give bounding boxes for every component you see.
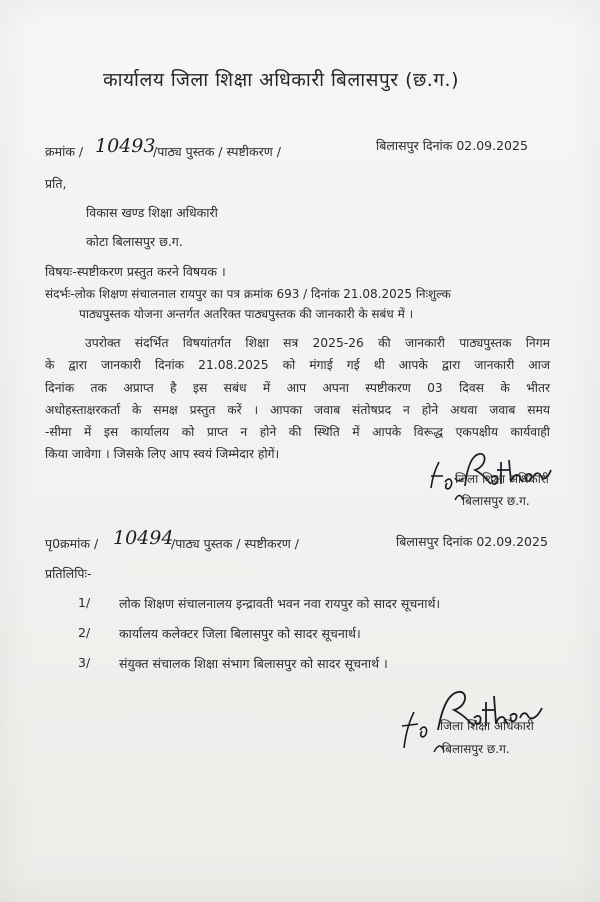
endorsement-ref-prefix: पृ0क्रमांक / [45,536,99,551]
copy-item-text: लोक शिक्षण संचालनालय इन्द्रावती भवन नवा रायपुर को सादर सूचनार्थ। [119,596,441,611]
reference-line-2: पाठ्यपुस्तक योजना अन्तर्गत अतरिक्त पाठ्यपुस्तक की जानकारी के सबंध में । [79,307,414,321]
letter-ref-prefix: क्रमांक / [45,144,84,159]
recipient-location: कोटा बिलासपुर छ.ग. [86,234,183,249]
signer-location-1: बिलासपुर छ.ग. [462,494,530,508]
body-line: किया जावेगा । जिसके लिए आप स्वयं जिम्मेदार होगें। [45,447,280,462]
copy-item-text: संयुक्त संचालक शिक्षा संभाग बिलासपुर को सादर सूचनार्थ । [119,656,388,671]
letter-ref-number: 10493 [95,135,156,157]
signer-designation-2: जिला शिक्षा अधिकारी [440,719,534,733]
body-line: -सीमा में इस कार्यालय को प्राप्त न होने की स्थिति में आपके विरूद्ध एकपक्षीय कार्यवाही [45,425,550,440]
office-title: कार्यालय जिला शिक्षा अधिकारी बिलासपुर (छ.ग.) [103,69,459,91]
letter-ref-subject-tag: /पाठ्य पुस्तक / स्पष्टीकरण / [153,144,281,159]
subject-line: विषयः-स्पष्टीकरण प्रस्तुत करने विषयक । [45,264,226,279]
body-line: उपरोक्त संदर्भित विषयांतर्गत शिक्षा सत्र 2025-26 की जानकारी पाठ्यपुस्तक निगम [85,336,550,350]
letter-place-date: बिलासपुर दिनांक 02.09.2025 [376,138,528,153]
recipient-title: विकास खण्ड शिक्षा अधिकारी [86,205,218,220]
endorsement-ref-number: 10494 [113,527,174,549]
signer-location-2: बिलासपुर छ.ग. [442,742,510,756]
copy-item-number: 1/ [78,595,91,610]
endorsement-ref-subject-tag: /पाठ्य पुस्तक / स्पष्टीकरण / [171,536,299,551]
signer-designation-1: जिला शिक्षा अधिकारी [455,472,549,486]
copy-item-number: 3/ [78,655,91,670]
body-line: दिनांक तक अप्राप्त है इस सबंध में आप अपना स्पष्टीकरण 03 दिवस के भीतर [45,380,550,395]
copy-to-label: प्रतिलिपिः- [45,566,92,581]
body-line: अधोहस्ताक्षरकर्ता के समक्ष प्रस्तुत करें । आपका जवाब संतोषप्रद न होने अथवा जवाब समय [45,402,550,417]
reference-line-1: संदर्भः-लोक शिक्षण संचालनाल रायपुर का पत्र क्रमांक 693 / दिनांक 21.08.2025 निःशुल्क [45,287,451,301]
copy-item-number: 2/ [78,625,91,640]
letter-body [45,332,550,466]
endorsement-place-date: बिलासपुर दिनांक 02.09.2025 [396,534,548,549]
to-label: प्रति, [45,176,67,191]
copy-item-text: कार्यालय कलेक्टर जिला बिलासपुर को सादर सूचनार्थ। [119,626,361,641]
body-line: के द्वारा जानकारी दिनांक 21.08.2025 को मंगाई गई थी आपके द्वारा जानकारी आज [45,358,550,373]
